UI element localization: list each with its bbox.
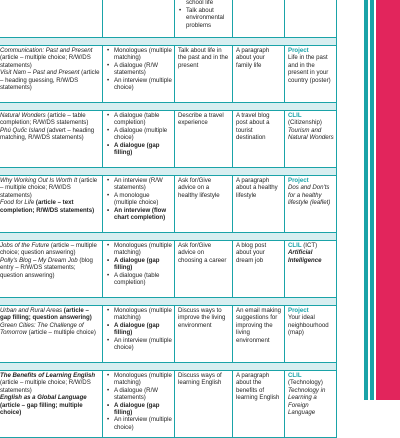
listening-item: • Monologues (multiple matching) — [114, 47, 172, 62]
reading-item: • Visit Nam – Past and Present (article – heading guessing, R/W/DS statements) — [0, 69, 100, 91]
listening-item: • A dialogue (R/W statements) — [114, 387, 172, 402]
unit-separator — [0, 168, 337, 176]
table-row — [0, 0, 337, 38]
unit-separator — [0, 233, 337, 241]
writing-cell — [233, 0, 285, 38]
clil-text: Tourism and Natural Wonders — [288, 126, 334, 142]
clil-subject: (Citizenship) — [288, 119, 322, 127]
table-row — [0, 306, 337, 363]
reading-cell — [0, 306, 103, 363]
listening-item: • An interview (R/W statements) — [114, 177, 172, 192]
project-label: Project — [288, 47, 309, 54]
reading-item: • Jobs of the Future (article – multiple choice; question answering) — [0, 242, 100, 257]
listening-item: • A dialogue (table completion) — [114, 112, 172, 127]
table-row — [0, 111, 337, 168]
teal-side-stripe — [364, 0, 368, 400]
listening-item: • A monologue (multiple choice) — [114, 192, 172, 207]
writing-cell: A paragraph about a healthy lifestyle — [233, 176, 285, 233]
project-cell — [285, 0, 337, 38]
listening-item: • Monologues (multiple matching) — [114, 242, 172, 257]
speaking-cell: Ask for/Give advice on choosing a career — [175, 241, 233, 298]
listening-cell — [103, 46, 175, 103]
project-text: Dos and Don'ts for a healthy lifestyle (leaflet) — [288, 184, 331, 207]
writing-cell: A paragraph about your family life — [233, 46, 285, 103]
speaking-cell: Discuss ways to improve the living environment — [175, 306, 233, 363]
reading-item: • The Benefits of Learning English (article – multiple choice; R/W/DS statements) — [0, 372, 100, 394]
reading-item: • Green Cities: The Challenge of Tomorrow (article – multiple choice) — [0, 322, 100, 337]
teal-side-stripe — [370, 0, 374, 400]
reading-item: • Why Working Out Is Worth It (article – multiple choice; R/W/DS statements) — [0, 177, 100, 199]
listening-item: • Monologues (multiple matching) — [114, 372, 172, 387]
project-cell — [285, 46, 337, 103]
table-row — [0, 241, 337, 298]
reading-cell — [0, 176, 103, 233]
speaking-cell: Describe a travel experience — [175, 111, 233, 168]
reading-cell — [0, 46, 103, 103]
listening-item: • An interview (multiple choice) — [114, 416, 172, 431]
speaking-item: • school life — [186, 0, 230, 7]
speaking-item: • Talk about environmental problems — [186, 7, 230, 29]
listening-item: • A dialogue (multiple choice) — [114, 127, 172, 142]
project-cell — [285, 371, 337, 438]
project-text: Your ideal neighbourhood (map) — [288, 314, 329, 337]
table-row — [0, 176, 337, 233]
clil-text: Technology in Learning a Foreign Language — [288, 386, 326, 417]
listening-item: • A dialogue (gap filling) — [114, 402, 172, 417]
reading-cell — [0, 0, 103, 38]
reading-item: • Communication: Past and Present (article – multiple choice; R/W/DS statements) — [0, 47, 100, 69]
speaking-cell: Ask for/Give advice on a healthy lifestyle — [175, 176, 233, 233]
writing-cell: An email making suggestions for improving the living environment — [233, 306, 285, 363]
reading-cell — [0, 371, 103, 438]
writing-cell: A paragraph about the benefits of learning English — [233, 371, 285, 438]
listening-cell — [103, 0, 175, 38]
listening-cell — [103, 111, 175, 168]
pink-side-band — [376, 0, 400, 400]
listening-item: • A dialogue (R/W statements) — [114, 62, 172, 77]
reading-item: • Food for Life (article – text completion; R/W/DS statements) — [0, 199, 100, 214]
table-row — [0, 371, 337, 438]
listening-item: • A dialogue (gap filling) — [114, 257, 172, 272]
writing-cell: A blog post about your dream job — [233, 241, 285, 298]
listening-cell — [103, 241, 175, 298]
listening-item: • An interview (multiple choice) — [114, 77, 172, 92]
clil-subject: (Technology) — [288, 379, 323, 387]
listening-cell — [103, 371, 175, 438]
project-label: Project — [288, 307, 309, 314]
listening-cell — [103, 306, 175, 363]
unit-separator — [0, 298, 337, 306]
clil-label: CLIL — [288, 242, 302, 249]
project-cell — [285, 111, 337, 168]
listening-item: • A dialogue (gap filling) — [114, 142, 172, 157]
listening-item: • An interview (flow chart completion) — [114, 207, 172, 222]
reading-item: • Natural Wonders (article – table completion; R/W/DS statements) — [0, 112, 100, 127]
project-cell — [285, 306, 337, 363]
listening-item: • Monologues (multiple matching) — [114, 307, 172, 322]
speaking-cell — [175, 0, 233, 38]
writing-cell: A travel blog post about a tourist destination — [233, 111, 285, 168]
listening-item: • An interview (multiple choice) — [114, 337, 172, 352]
project-cell — [285, 176, 337, 233]
unit-separator — [0, 103, 337, 111]
project-label: Project — [288, 177, 309, 184]
reading-cell — [0, 111, 103, 168]
clil-label: CLIL — [288, 372, 302, 379]
reading-item: • Phú Quốc Island (advert – heading matching, R/W/DS statements) — [0, 127, 100, 142]
speaking-cell: Talk about life in the past and in the present — [175, 46, 233, 103]
reading-item: • English as a Global Language (article – gap filling; multiple choice) — [0, 394, 100, 416]
clil-subject: (ICT) — [301, 242, 318, 249]
speaking-cell: Discuss ways of learning English — [175, 371, 233, 438]
unit-separator — [0, 38, 337, 46]
reading-item: • Polly's Blog – My Dream Job (blog entry – R/W/DS statements; question answering) — [0, 257, 100, 279]
clil-text: Artificial Intelligence — [288, 249, 322, 264]
clil-label: CLIL — [288, 112, 302, 119]
listening-item: • A dialogue (gap filling) — [114, 322, 172, 337]
listening-cell — [103, 176, 175, 233]
reading-item: • Urban and Rural Areas (article – gap filling; question answering) — [0, 307, 100, 322]
project-cell — [285, 241, 337, 298]
project-text: Life in the past and in the present in your country (poster) — [288, 54, 331, 84]
reading-cell — [0, 241, 103, 298]
table-row — [0, 46, 337, 103]
unit-separator — [0, 363, 337, 371]
listening-item: • A dialogue (table completion) — [114, 272, 172, 287]
